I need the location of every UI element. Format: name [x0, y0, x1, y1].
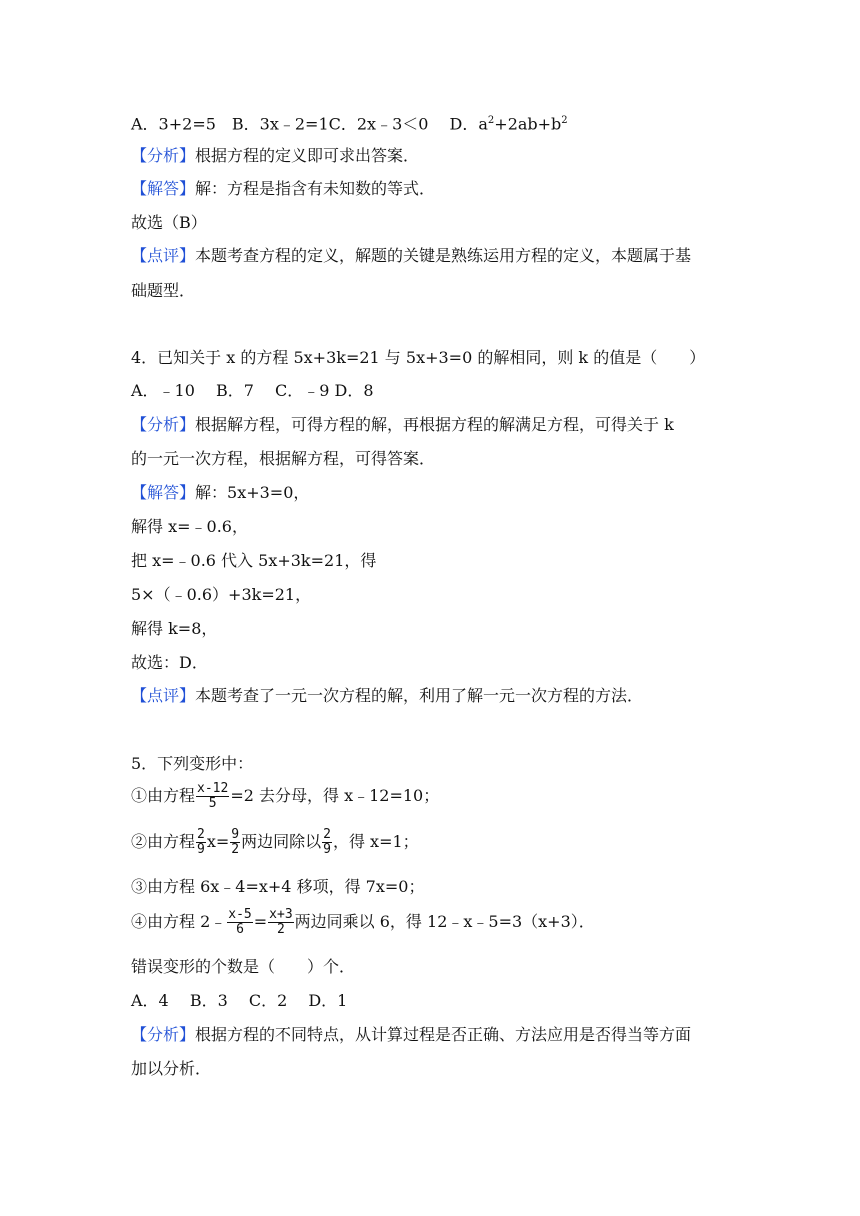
- q4-solution-step: 解得 k=8，: [131, 619, 218, 638]
- q4-stem: 4．已知关于 x 的方程 5x+3k=21 与 5x+3=0 的解相同，则 k 的值是（ ）: [131, 348, 706, 367]
- q4-solution-step: 解得 x=﹣0.6，: [131, 517, 248, 536]
- q4-options: A．﹣10 B．7 C．﹣9 D．8: [131, 381, 374, 400]
- q5-analysis: 【分析】根据方程的不同特点，从计算过程是否正确、方法应用是否得当等方面: [131, 1025, 692, 1044]
- fraction: $\frac{2}{9}$: [197, 827, 205, 857]
- q4-analysis-cont: 的一元一次方程，根据解方程，可得答案．: [131, 449, 436, 468]
- fraction: $\frac{2}{9}$: [323, 827, 331, 857]
- fraction: $\frac{x-12}{5}$: [197, 781, 229, 811]
- fraction: $\frac{9}{2}$: [231, 827, 240, 857]
- q3-choice: 故选（B）: [131, 213, 207, 232]
- analysis-tag: 【分析】: [131, 415, 196, 434]
- q4-solution-step: 5×（﹣0.6）+3k=21，: [131, 585, 312, 604]
- q5-count-question: 错误变形的个数是（ ）个．: [131, 957, 356, 976]
- solution-tag: 【解答】: [131, 179, 196, 198]
- q4-solution-step: 把 x=﹣0.6 代入 5x+3k=21，得: [131, 551, 377, 570]
- q5-item-3: ③由方程 6x﹣4=x+4 移项，得 7x=0；: [131, 877, 425, 896]
- review-tag: 【点评】: [131, 686, 196, 705]
- q3-options: A．3+2=5 B．3x﹣2=1C．2x﹣3＜0 D．$a^2+2ab+b^2$: [131, 114, 568, 134]
- q4-analysis: 【分析】根据解方程，可得方程的解，再根据方程的解满足方程，可得关于 k: [131, 415, 674, 434]
- q5-analysis-cont: 加以分析．: [131, 1059, 212, 1078]
- q3-review: 【点评】本题考查方程的定义，解题的关键是熟练运用方程的定义，本题属于基: [131, 246, 692, 265]
- solution-tag: 【解答】: [131, 483, 196, 502]
- q3-review-cont: 础题型．: [131, 281, 196, 300]
- q4-solution: 【解答】解：5x+3=0，: [131, 483, 310, 502]
- q5-item-1: ①由方程 $\frac{x-12}{5}$ =2 去分母，得 x﹣12=10；: [131, 781, 440, 811]
- fraction: $\frac{x+3}{2}$: [269, 907, 293, 937]
- q4-choice: 故选：D．: [131, 653, 208, 672]
- analysis-tag: 【分析】: [131, 1025, 196, 1044]
- q3-solution: 【解答】解：方程是指含有未知数的等式．: [131, 179, 436, 198]
- q5-item-2: ②由方程 $\frac{2}{9}$ x= $\frac{9}{2}$ 两边同除以 $\frac{2}{9}$ ，得 x=1；: [131, 827, 419, 857]
- q3-analysis: 【分析】根据方程的定义即可求出答案．: [131, 146, 420, 165]
- analysis-tag: 【分析】: [131, 146, 196, 165]
- review-tag: 【点评】: [131, 246, 196, 265]
- q5-stem: 5．下列变形中：: [131, 754, 254, 773]
- q5-options: A．4 B．3 C．2 D．1: [131, 991, 348, 1010]
- q4-review: 【点评】本题考查了一元一次方程的解，利用了解一元一次方程的方法．: [131, 686, 644, 705]
- q5-item-4: ④由方程 2﹣ $\frac{x-5}{6}$ = $\frac{x+3}{2}$ 两边同乘以 6，得 12﹣x﹣5=3（x+3）．: [131, 907, 595, 937]
- fraction: $\frac{x-5}{6}$: [228, 907, 252, 937]
